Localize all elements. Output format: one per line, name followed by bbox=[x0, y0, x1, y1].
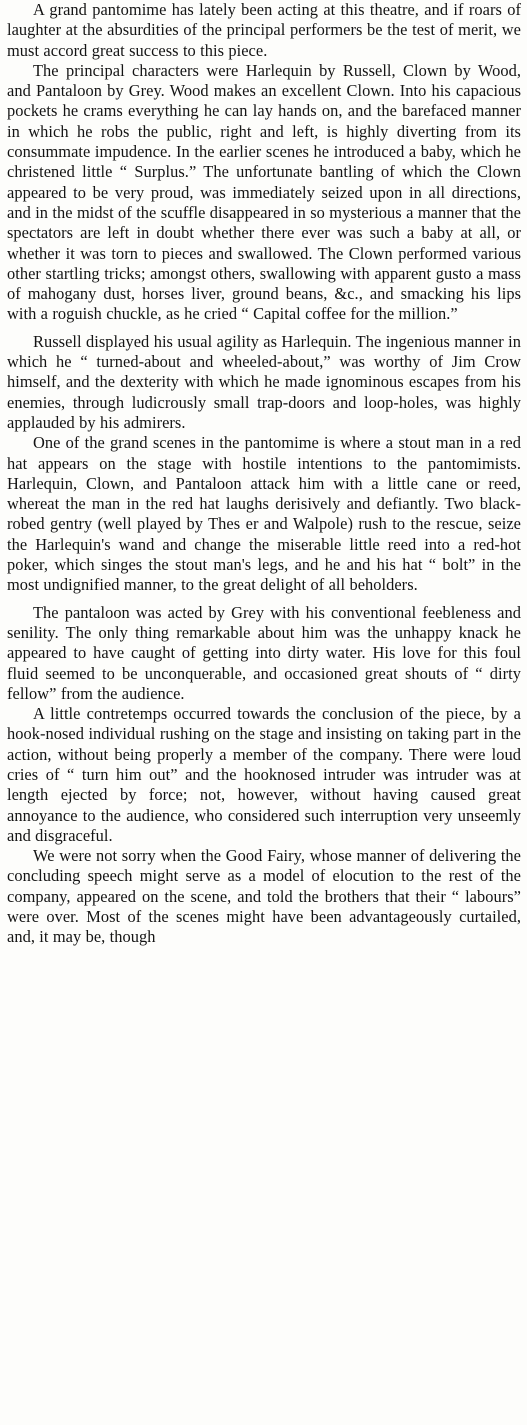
article-paragraph-7: We were not sorry when the Good Fairy, whose manner of delivering the concluding speech might serve as a model of elocution to the rest of the company, appeared on the scene, and told the brothers that their “ labours” were over. Most of the scenes might have been advantageously curtailed, and, it may be, though bbox=[7, 846, 521, 947]
article-paragraph-4: One of the grand scenes in the pantomime is where a stout man in a red hat appears on the stage with hostile intentions to the pantomimists. Harlequin, Clown, and Pantaloon attack him with a little cane or reed, whereat the man in the red hat laughs derisively and defiantly. Two black-robed gentry (well played by Thes er and Walpole) rush to the rescue, seize the Harlequin's wand and change the miserable little reed into a red-hot poker, which singes the stout man's legs, and he and his hat “ bolt” in the most undignified manner, to the great delight of all beholders. bbox=[7, 433, 521, 595]
article-paragraph-2: The principal characters were Harlequin by Russell, Clown by Wood, and Pantaloon by Grey. Wood makes an excellent Clown. Into his capacious pockets he crams everything he can lay hands on, and the barefaced manner in which he robs the public, right and left, is highly diverting from its consummate impudence. In the earlier scenes he introduced a baby, which he christened little “ Surplus.” The unfortunate bantling of which the Clown appeared to be very proud, was immediately seized upon in all directions, and in the midst of the scuffle disappeared in so mysterious a manner that the spectators are left in doubt whether there ever was such a baby at all, or whether it was torn to pieces and swallowed. The Clown performed various other startling tricks; amongst others, swallowing with apparent gusto a mass of mahogany dust, horses liver, ground beans, &c., and smacking his lips with a roguish chuckle, as he cried “ Capital coffee for the million.” bbox=[7, 60, 521, 324]
article-paragraph-1: A grand pantomime has lately been acting at this theatre, and if roars of laughter at the absurdities of the principal performers be the test of merit, we must accord great success to this piece. bbox=[7, 0, 521, 60]
paragraph-gap bbox=[7, 325, 521, 332]
article-paragraph-6: A little contretemps occurred towards the conclusion of the piece, by a hook-nosed individual rushing on the stage and insisting on taking part in the action, without being properly a member of the company. There were loud cries of “ turn him out” and the hooknosed intruder was intruder was at length ejected by force; not, however, without having caused great annoyance to the audience, who considered such interruption very unseemly and disgraceful. bbox=[7, 704, 521, 845]
article-paragraph-5: The pantaloon was acted by Grey with his conventional feebleness and senility. The only thing remarkable about him was the unhappy knack he appeared to have caught of getting into dirty water. His love for this foul fluid seemed to be unconquerable, and occasioned great shouts of “ dirty fellow” from the audience. bbox=[7, 602, 521, 703]
paragraph-gap bbox=[7, 596, 521, 603]
article-paragraph-3: Russell displayed his usual agility as Harlequin. The ingenious manner in which he “ turned-about and wheeled-about,” was worthy of Jim Crow himself, and the dexterity with which he made ignominous escapes from his enemies, through ludicrously small trap-doors and loop-holes, was highly applauded by his admirers. bbox=[7, 331, 521, 432]
